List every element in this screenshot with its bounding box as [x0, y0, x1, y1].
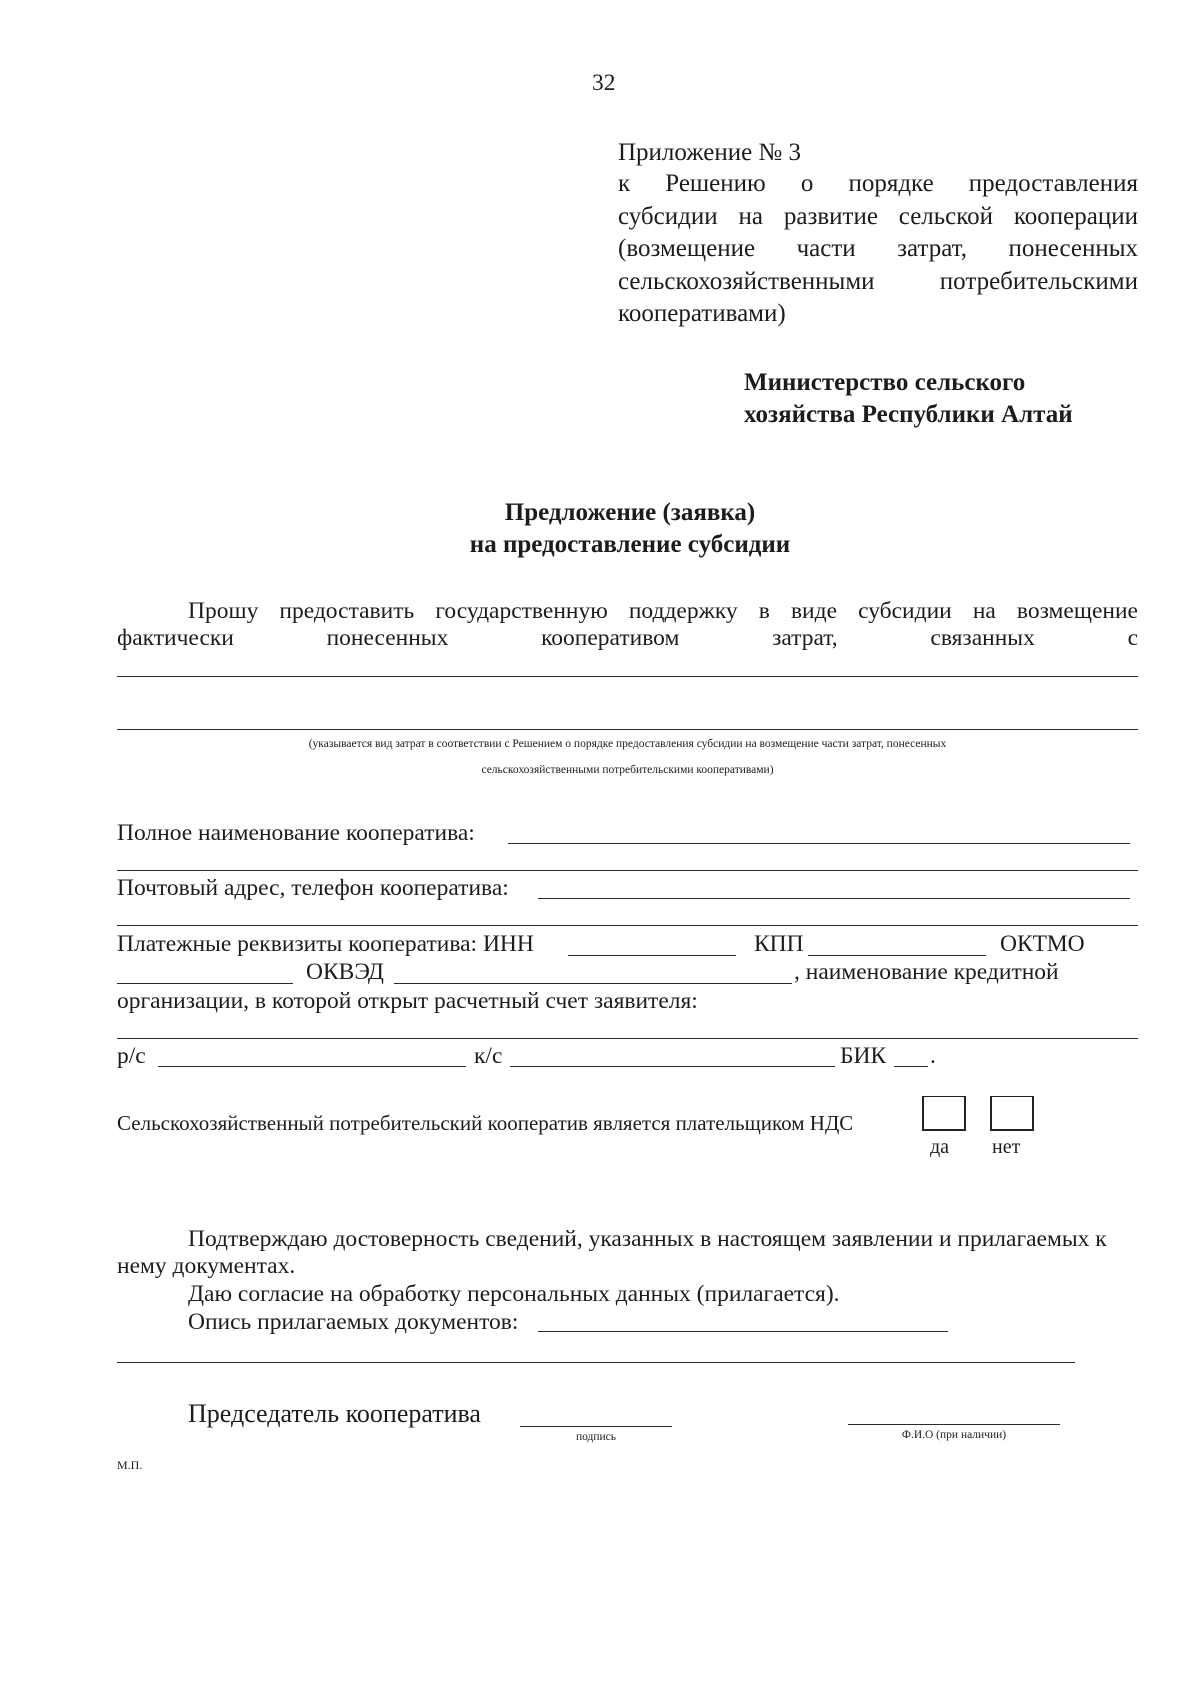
full-name-field[interactable] [508, 843, 1130, 844]
request-word: с [1127, 625, 1138, 651]
request-word: фактически [117, 625, 234, 651]
appendix-block [618, 137, 1138, 331]
credit-org-label: , наименование кредитной [794, 959, 1059, 985]
fill-line [117, 729, 1138, 730]
rs-field[interactable] [158, 1066, 466, 1067]
expense-type-hint: сельскохозяйственными потребительскими кооперативами) [481, 764, 774, 776]
request-word: в [758, 598, 770, 624]
addressee [744, 367, 1073, 431]
bik-label: БИК [840, 1043, 887, 1069]
inventory-label: Опись прилагаемых документов: [188, 1309, 519, 1335]
appendix-line: к Решению о порядке предоставления [618, 170, 1138, 197]
inventory-field[interactable] [538, 1331, 948, 1332]
full-name-hint: Ф.И.О (при наличии) [901, 1429, 1007, 1441]
chairman-label: Председатель кооператива [188, 1399, 481, 1428]
fill-line [117, 676, 1138, 677]
request-line-2 [117, 623, 1138, 653]
credit-org-label-2: организации, в которой открыт расчетный счет заявителя: [117, 988, 698, 1014]
kpp-label: КПП [754, 931, 804, 957]
appendix-line: сельскохозяйственными потребительскими [618, 267, 1138, 295]
vat-yes-checkbox[interactable] [922, 1096, 966, 1131]
confirmation-text: Подтверждаю достоверность сведений, указанных в настоящем заявлении и прилагаемых к [188, 1226, 1107, 1252]
inventory-field-2[interactable] [117, 1362, 1075, 1363]
rs-label: р/с [117, 1043, 146, 1069]
appendix-line: кооперативами) [618, 300, 786, 327]
request-word: предоставить [279, 598, 415, 624]
request-word: государственную [435, 598, 608, 624]
request-word: кооперативом [541, 625, 680, 651]
okved-field[interactable] [394, 983, 792, 984]
bik-field[interactable] [894, 1066, 928, 1067]
appendix-line: (возмещение части затрат, понесенных [618, 235, 1138, 262]
addressee-line: хозяйства Республики Алтай [744, 401, 1073, 428]
payment-details-label: Платежные реквизиты кооператива: ИНН [117, 931, 534, 957]
vat-yes-label: да [930, 1136, 950, 1158]
request-word: виде [790, 598, 838, 624]
fill-line [117, 925, 1138, 926]
heading-line: на предоставление субсидии [469, 531, 791, 558]
request-word: на [972, 598, 996, 624]
request-word: Прошу [188, 598, 259, 624]
vat-no-label: нет [992, 1136, 1021, 1158]
request-word: возмещение [1016, 598, 1138, 624]
postal-address-label: Почтовый адрес, телефон кооператива: [117, 875, 509, 901]
confirmation-text-2: нему документах. [117, 1253, 296, 1279]
credit-org-field[interactable] [117, 1038, 1138, 1039]
request-line-1 [188, 596, 1138, 626]
expense-type-hint: (указывается вид затрат в соответствии с Решением о порядке предоставления субсидии на возмещение части затрат, понесенных [308, 738, 947, 750]
oktmo-field[interactable] [117, 983, 293, 984]
ks-label: к/с [474, 1043, 503, 1069]
inn-field[interactable] [568, 955, 736, 956]
request-word: поддержку [628, 598, 738, 624]
bik-end: . [930, 1043, 936, 1069]
vat-no-checkbox[interactable] [990, 1096, 1034, 1131]
addressee-line: Министерство сельского [744, 369, 1026, 396]
request-word: субсидии [858, 598, 952, 624]
okved-label: ОКВЭД [306, 959, 384, 985]
appendix-line: субсидии на развитие сельской кооперации [618, 202, 1138, 230]
vat-label: Сельскохозяйственный потребительский кооператив является плательщиком НДС [117, 1111, 854, 1135]
appendix-lines [618, 168, 1138, 331]
oktmo-label: ОКТМО [1000, 931, 1085, 957]
heading-line: Предложение (заявка) [504, 499, 756, 526]
document-heading [0, 497, 1200, 561]
request-word: понесенных [326, 625, 449, 651]
page-number: 32 [592, 70, 616, 96]
ks-field[interactable] [510, 1066, 835, 1067]
fill-line [117, 870, 1138, 871]
postal-address-field[interactable] [538, 898, 1130, 899]
signature-hint: подпись [575, 1431, 617, 1443]
request-word: затрат, [772, 625, 838, 651]
request-word: связанных [930, 625, 1035, 651]
kpp-field[interactable] [808, 955, 986, 956]
full-name-label: Полное наименование кооператива: [117, 820, 475, 846]
consent-text: Даю согласие на обработку персональных данных (прилагается). [188, 1281, 840, 1307]
appendix-title: Приложение № 3 [618, 139, 802, 166]
stamp-place: М.П. [117, 1458, 143, 1472]
